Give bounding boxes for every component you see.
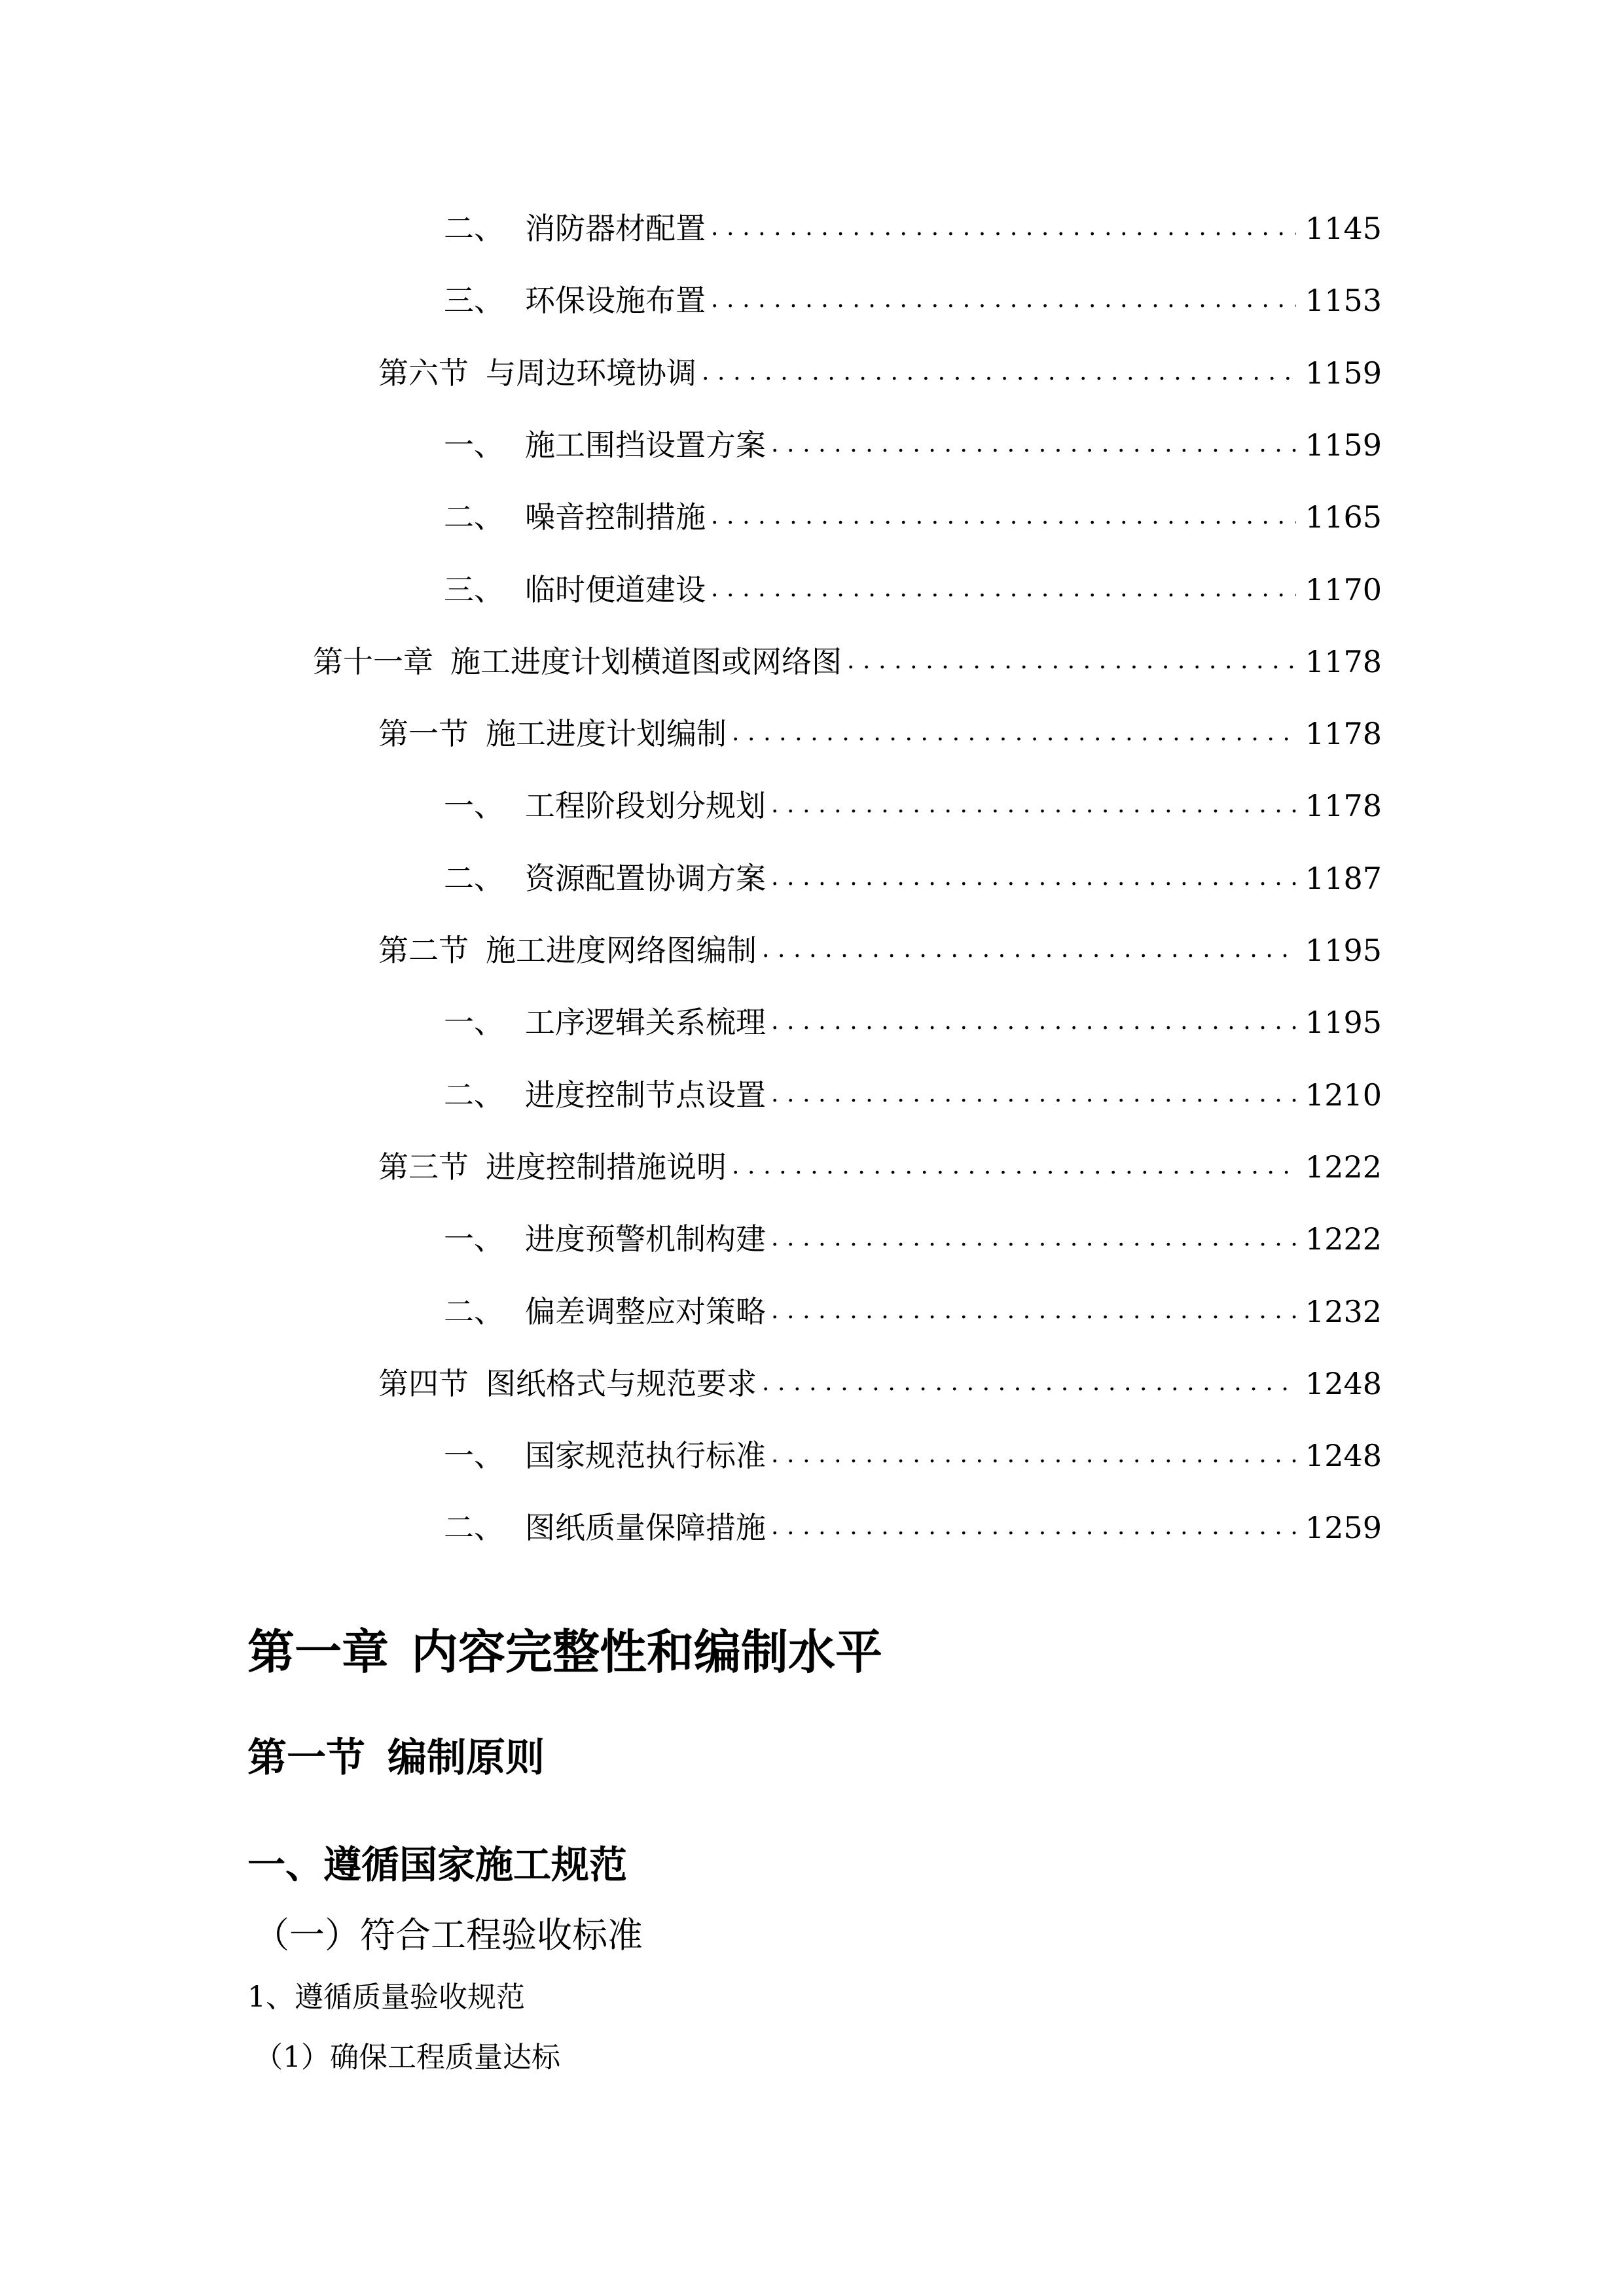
toc-page-number: 1210 — [1305, 1077, 1382, 1113]
toc-dot-leader — [771, 433, 1296, 460]
toc-dot-leader — [771, 1299, 1296, 1327]
toc-dot-leader — [771, 1083, 1296, 1110]
toc-dot-leader — [847, 649, 1296, 677]
toc-entry-number: 二、 — [444, 499, 504, 535]
toc-entry-number: 二、 — [444, 1510, 504, 1546]
toc-page-number: 1165 — [1305, 499, 1382, 535]
toc-entry-title: 进度预警机制构建 — [525, 1221, 766, 1257]
toc-entry-number: 第二节 — [378, 933, 469, 968]
toc-entry[interactable] — [444, 1418, 1382, 1474]
toc-dot-leader — [711, 505, 1296, 532]
toc-entry[interactable] — [444, 263, 1382, 319]
toc-entry[interactable] — [444, 1490, 1382, 1546]
toc-entry-number: 第四节 — [378, 1365, 469, 1401]
chapter-title: 内容完整性和编制水平 — [411, 1624, 883, 1679]
toc-entry-title: 临时便道建设 — [525, 571, 706, 607]
toc-page-number: 1159 — [1305, 355, 1382, 391]
toc-dot-leader — [762, 938, 1296, 965]
toc-entry-title: 进度控制措施说明 — [486, 1149, 727, 1185]
toc-entry-number: 第一节 — [378, 716, 469, 752]
toc-page-number: 1195 — [1305, 933, 1382, 968]
toc-entry[interactable] — [444, 768, 1382, 824]
toc-entry-title: 消防器材配置 — [525, 211, 706, 246]
subheading-level-1: 一、遵循国家施工规范 — [247, 1842, 628, 1887]
toc-entry[interactable] — [444, 1202, 1382, 1257]
toc-entry-number: 一、 — [444, 1005, 504, 1041]
toc-entry-title: 偏差调整应对策略 — [525, 1293, 766, 1329]
toc-entry[interactable] — [444, 985, 1382, 1041]
toc-dot-leader — [771, 1443, 1296, 1471]
toc-entry-title: 图纸格式与规范要求 — [486, 1365, 757, 1401]
toc-entry-number: 一、 — [444, 1221, 504, 1257]
toc-entry-number: 三、 — [444, 283, 504, 319]
toc-entry-title: 资源配置协调方案 — [525, 860, 766, 896]
toc-dot-leader — [771, 1010, 1296, 1037]
toc-entry[interactable] — [378, 696, 1382, 752]
toc-entry-number: 一、 — [444, 1438, 504, 1474]
toc-entry-title: 进度控制节点设置 — [525, 1077, 766, 1113]
toc-entry[interactable] — [444, 1274, 1382, 1327]
toc-page-number: 1195 — [1305, 1005, 1382, 1041]
subheading-level-4: （1）确保工程质量达标 — [254, 2041, 560, 2074]
toc-entry[interactable] — [444, 841, 1382, 896]
toc-entry[interactable] — [444, 191, 1382, 246]
toc-dot-leader — [732, 1155, 1296, 1182]
toc-entry-number: 二、 — [444, 1077, 504, 1113]
toc-entry-title: 施工围挡设置方案 — [525, 427, 766, 463]
toc-entry-title: 图纸质量保障措施 — [525, 1510, 766, 1546]
chapter-heading — [247, 1624, 883, 1679]
toc-entry-number: 二、 — [444, 860, 504, 896]
toc-entry-number: 一、 — [444, 427, 504, 463]
toc-entry-title: 与周边环境协调 — [486, 355, 696, 391]
toc-entry[interactable] — [378, 1130, 1382, 1185]
toc-entry-number: 第三节 — [378, 1149, 469, 1185]
toc-entry[interactable] — [444, 552, 1382, 605]
toc-entry-title: 施工进度计划编制 — [486, 716, 727, 752]
toc-dot-leader — [702, 361, 1296, 388]
toc-entry-number: 三、 — [444, 571, 504, 607]
toc-entry[interactable] — [378, 336, 1382, 391]
section-heading — [247, 1735, 545, 1781]
toc-dot-leader — [711, 288, 1296, 315]
toc-dot-leader — [711, 577, 1296, 605]
toc-page-number: 1153 — [1305, 283, 1382, 319]
toc-entry-title: 施工进度计划横道图或网络图 — [450, 643, 842, 679]
toc-page-number: 1145 — [1305, 211, 1382, 246]
section-number: 第一节 — [247, 1735, 365, 1781]
toc-page-number: 1222 — [1305, 1149, 1382, 1185]
toc-entry-title: 噪音控制措施 — [525, 499, 706, 535]
toc-dot-leader — [771, 1227, 1296, 1254]
chapter-number: 第一章 — [247, 1624, 389, 1679]
toc-dot-leader — [762, 1371, 1296, 1399]
toc-dot-leader — [771, 793, 1296, 821]
toc-entry[interactable] — [378, 913, 1382, 968]
subheading-level-2: （一）符合工程验收标准 — [254, 1914, 643, 1956]
toc-dot-leader — [771, 866, 1296, 893]
toc-dot-leader — [711, 216, 1296, 243]
toc-entry-title: 环保设施布置 — [525, 283, 706, 319]
toc-entry-title: 国家规范执行标准 — [525, 1438, 766, 1474]
toc-page-number: 1170 — [1305, 571, 1382, 607]
subheading-level-3: 1、遵循质量验收规范 — [247, 1981, 525, 2014]
section-title: 编制原则 — [388, 1735, 545, 1781]
toc-entry-number: 第六节 — [378, 355, 469, 391]
toc-entry[interactable] — [313, 624, 1382, 677]
toc-entry-title: 施工进度网络图编制 — [486, 933, 757, 968]
toc-page-number: 1178 — [1305, 643, 1382, 679]
toc-page-number: 1248 — [1305, 1365, 1382, 1401]
toc-entry-number: 一、 — [444, 788, 504, 824]
toc-page-number: 1178 — [1305, 716, 1382, 752]
toc-entry[interactable] — [444, 1058, 1382, 1113]
toc-entry[interactable] — [444, 408, 1382, 463]
toc-entry-number: 第十一章 — [313, 643, 433, 679]
toc-page-number: 1259 — [1305, 1510, 1382, 1546]
toc-entry-title: 工序逻辑关系梳理 — [525, 1005, 766, 1041]
toc-dot-leader — [771, 1515, 1296, 1543]
toc-entry[interactable] — [378, 1346, 1382, 1399]
toc-page-number: 1232 — [1305, 1293, 1382, 1329]
toc-page-number: 1222 — [1305, 1221, 1382, 1257]
toc-dot-leader — [732, 721, 1296, 749]
toc-page-number: 1248 — [1305, 1438, 1382, 1474]
toc-page-number: 1178 — [1305, 788, 1382, 824]
toc-page-number: 1187 — [1305, 860, 1382, 896]
toc-entry-number: 二、 — [444, 211, 504, 246]
toc-entry[interactable] — [444, 480, 1382, 535]
toc-entry-number: 二、 — [444, 1293, 504, 1329]
toc-entry-title: 工程阶段划分规划 — [525, 788, 766, 824]
toc-page-number: 1159 — [1305, 427, 1382, 463]
